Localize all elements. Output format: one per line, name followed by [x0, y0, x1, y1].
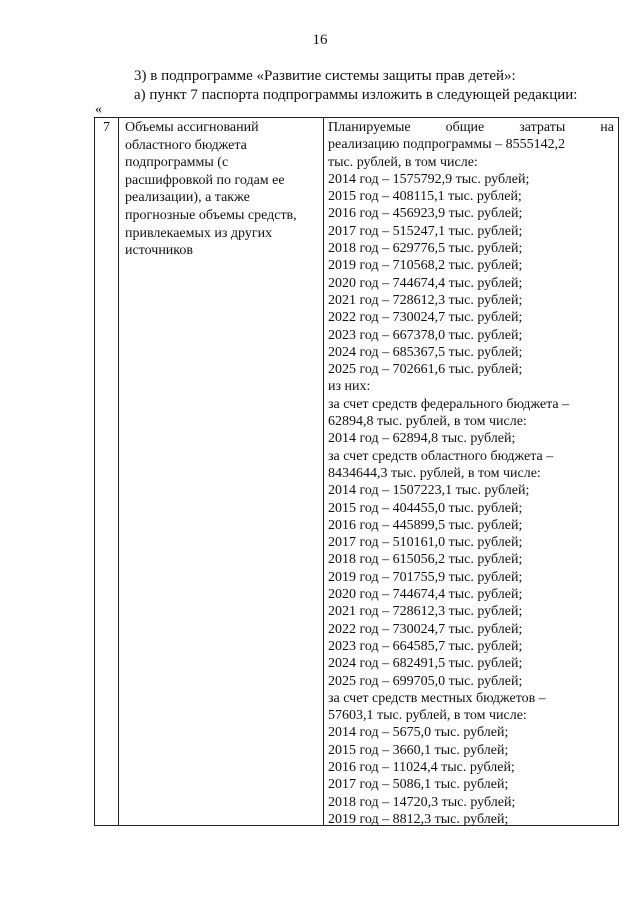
- year-amount-line: 2022 год – 730024,7 тыс. рублей;: [328, 310, 523, 326]
- local-heading: за счет средств местных бюджетов –: [328, 690, 546, 706]
- label-line: прогнозные объемы средств,: [125, 207, 297, 223]
- year-amount-line: 2020 год – 744674,4 тыс. рублей;: [328, 275, 523, 291]
- row-label-cell: [125, 119, 320, 260]
- row-number: 7: [103, 120, 110, 135]
- year-amount-line: 2014 год – 1575792,9 тыс. рублей;: [328, 171, 530, 187]
- year-amount-line: 2022 год – 730024,7 тыс. рублей;: [328, 621, 523, 637]
- regional-years-list: [328, 482, 614, 690]
- year-amount-line: 2018 год – 629776,5 тыс. рублей;: [328, 241, 523, 257]
- year-amount-line: 2024 год – 685367,5 тыс. рублей;: [328, 344, 523, 360]
- local-amount: 57603,1 тыс. рублей, в том числе:: [328, 708, 527, 724]
- regional-amount: 8434644,3 тыс. рублей, в том числе:: [328, 465, 541, 481]
- year-amount-line: 2019 год – 701755,9 тыс. рублей;: [328, 569, 523, 585]
- year-amount-line: 2020 год – 744674,4 тыс. рублей;: [328, 587, 523, 603]
- word: затраты: [519, 120, 566, 135]
- year-amount-line: 2018 год – 615056,2 тыс. рублей;: [328, 552, 523, 568]
- year-amount-line: 2021 год – 728612,3 тыс. рублей;: [328, 604, 523, 620]
- year-amount-line: 2014 год – 5675,0 тыс. рублей;: [328, 725, 509, 741]
- year-amount-line: 2014 год – 62894,8 тыс. рублей;: [328, 431, 516, 447]
- year-amount-line: 2019 год – 710568,2 тыс. рублей;: [328, 258, 523, 274]
- year-amount-line: 2016 год – 445899,5 тыс. рублей;: [328, 517, 523, 533]
- column-divider: [118, 118, 119, 825]
- year-amount-line: 2024 год – 682491,5 тыс. рублей;: [328, 656, 523, 672]
- intro-subprogram-line: 3) в подпрограмме «Развитие системы защиты прав детей»:: [134, 68, 516, 84]
- label-line: Объемы ассигнований: [125, 120, 259, 135]
- row-value-cell: [328, 119, 614, 828]
- regional-heading: за счет средств областного бюджета –: [328, 448, 554, 464]
- word: Планируемые: [328, 120, 411, 135]
- label-line: реализации), а также: [125, 190, 250, 206]
- year-amount-line: 2021 год – 728612,3 тыс. рублей;: [328, 292, 523, 308]
- year-amount-line: 2017 год – 5086,1 тыс. рублей;: [328, 777, 509, 793]
- page-number: 16: [312, 32, 328, 48]
- total-heading: [328, 119, 614, 136]
- label-line: областного бюджета: [125, 137, 247, 153]
- label-line: подпрограммы (с: [125, 155, 229, 171]
- year-amount-line: 2016 год – 456923,9 тыс. рублей;: [328, 206, 523, 222]
- year-amount-line: 2017 год – 515247,1 тыс. рублей;: [328, 223, 523, 239]
- label-line: источников: [125, 243, 194, 259]
- federal-heading: за счет средств федерального бюджета –: [328, 396, 570, 412]
- total-amount-end: тыс. рублей, в том числе:: [328, 154, 478, 170]
- year-amount-line: 2017 год – 510161,0 тыс. рублей;: [328, 535, 523, 551]
- federal-years-list: [328, 430, 614, 447]
- year-amount-line: 2014 год – 1507223,1 тыс. рублей;: [328, 483, 530, 499]
- year-amount-line: 2016 год – 11024,4 тыс. рублей;: [328, 759, 515, 775]
- local-years-list: [328, 724, 614, 828]
- year-amount-line: 2023 год – 667378,0 тыс. рублей;: [328, 327, 523, 343]
- passport-table: [94, 117, 619, 826]
- federal-amount: 62894,8 тыс. рублей, в том числе:: [328, 414, 527, 430]
- year-amount-line: 2018 год – 14720,3 тыс. рублей;: [328, 794, 516, 810]
- year-amount-line: 2023 год – 664585,7 тыс. рублей;: [328, 638, 523, 654]
- year-amount-line: 2025 год – 699705,0 тыс. рублей;: [328, 673, 523, 689]
- year-amount-line: 2015 год – 408115,1 тыс. рублей;: [328, 189, 522, 205]
- total-years-list: [328, 171, 614, 379]
- year-amount-line: 2025 год – 702661,6 тыс. рублей;: [328, 362, 523, 378]
- year-amount-line: 2015 год – 3660,1 тыс. рублей;: [328, 742, 509, 758]
- opening-quote-mark: «: [95, 102, 102, 117]
- label-line: расшифровкой по годам ее: [125, 172, 285, 188]
- label-line: привлекаемых из других: [125, 225, 273, 241]
- year-amount-line: 2015 год – 404455,0 тыс. рублей;: [328, 500, 523, 516]
- word: на: [600, 120, 614, 135]
- word: общие: [445, 120, 485, 135]
- column-divider: [323, 118, 324, 825]
- of-them-label: из них:: [328, 379, 371, 395]
- total-amount-line: реализацию подпрограммы – 8555142,2: [328, 137, 566, 153]
- intro-instruction-line: а) пункт 7 паспорта подпрограммы изложить в следующей редакции:: [134, 87, 578, 103]
- year-amount-line: 2019 год – 8812,3 тыс. рублей;: [328, 811, 509, 827]
